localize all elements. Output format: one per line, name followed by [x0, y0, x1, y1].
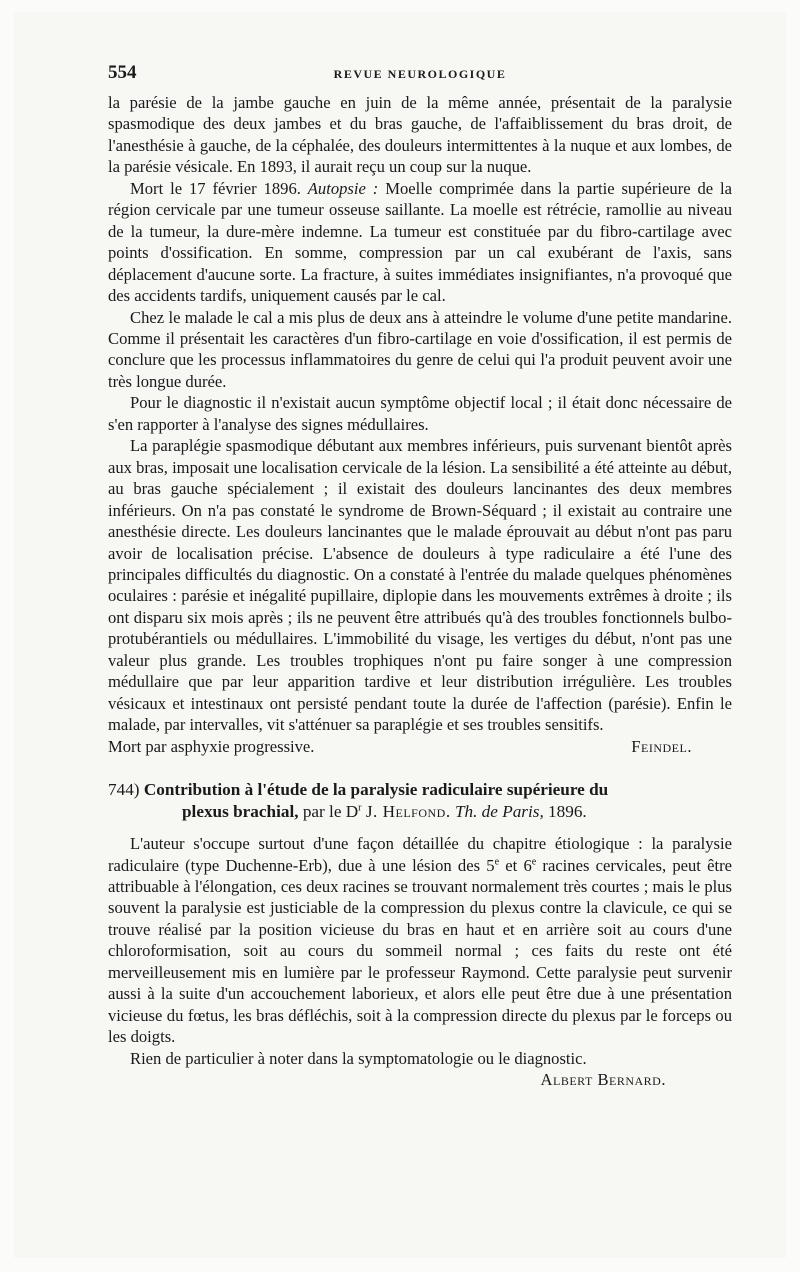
section-gap — [108, 757, 732, 779]
signature-row — [108, 736, 732, 757]
article-2 — [108, 779, 732, 1090]
article-title-line-1: Contribution à l'étude de la paralysie radiculaire supérieure du — [143, 780, 609, 800]
page-number: 554 — [108, 62, 137, 83]
article-title-continued — [108, 801, 732, 823]
paragraph-text: et 6 — [499, 855, 532, 875]
paragraph — [108, 178, 732, 307]
autopsie-label: Autopsie : — [307, 178, 379, 198]
paragraph: Chez le malade le cal a mis plus de deux ans à atteindre le volume d'une petite mandarine. Comme il présentait les caractères d'un fibro-cartilage en voie d'ossification, il est permis de conclure que les processus inflammatoires du genre de celui qui l'a produit peuvent avoir une très longue durée. — [108, 307, 732, 391]
article-title-line-2: plexus brachial, — [182, 802, 299, 822]
ordinal-sup: e — [494, 855, 500, 867]
signature-text: Albert Bernard. — [540, 1070, 666, 1090]
article-title — [108, 779, 732, 801]
article-1 — [108, 92, 732, 757]
journal-name: Th. de Paris, — [454, 802, 544, 822]
page-header — [108, 62, 732, 86]
paragraph-text: Mort le 17 février 1896. — [130, 178, 301, 198]
paragraph-text: L'auteur s'occupe surtout d'une façon détaillée du chapitre étiologique : la paralysie radiculaire (type Duchenne-Erb), due à une lésion des 5 — [108, 834, 732, 875]
page-body — [108, 92, 732, 1090]
by-label: par le D — [302, 802, 359, 822]
ordinal-sup: e — [531, 855, 537, 867]
article-number: 744) — [108, 780, 140, 800]
author-signature — [108, 1069, 732, 1090]
by-label-sup: r — [358, 802, 362, 814]
publication-year: 1896. — [548, 802, 587, 822]
paragraph: Pour le diagnostic il n'existait aucun symptôme objectif local ; il était donc nécessaire de s'en rapporter à l'analyse des signes médullaires. — [108, 393, 732, 434]
article-author: J. Helfond. — [365, 802, 451, 822]
running-title: REVUE NEUROLOGIQUE — [333, 67, 507, 81]
paragraph: Rien de particulier à noter dans la symptomatologie ou le diagnostic. — [130, 1048, 587, 1068]
paragraph: La paraplégie spasmodique débutant aux membres inférieurs, puis survenant bientôt après aux bras, imposait une localisation cervicale de la lésion. La sensibilité a été atteinte au début, au bras gauche spécialement ; il existait des douleurs lancinantes des deux membres inférieurs. On n'a pas constaté le syndrome de Brown-Séquard ; il existait au contraire une anesthésie directe. Les douleurs lancinantes que le malade éprouvait au début n'ont pas paru avoir de localisation précise. L'absence de douleurs à type radiculaire a été l'une des principales difficultés du diagnostic. On a constaté à l'entrée du malade quelques phénomènes oculaires : parésie et inégalité pupillaire, diplopie dans les mouvements extrêmes à droite ; ils ont disparu six mois après ; ils ne peuvent être attribués qu'à des troubles fonctionnels bulbo-protubérantiels ou médullaires. L'immobilité du visage, les vertiges du début, n'ont pas une valeur plus grande. Les troubles trophiques n'ont pu faire songer à une compression médullaire que par leur apparition tardive et leur distribution irrégulière. Les troubles vésicaux et intestinaux ont persisté pendant toute la durée de l'affection (parésie). Enfin le malade, par intervalles, vit s'atténuer sa paraplégie et ses troubles sensitifs. — [108, 436, 732, 735]
author-signature: Feindel. — [631, 736, 692, 756]
title-gap — [108, 823, 732, 833]
paragraph: la parésie de la jambe gauche en juin de la même année, présentait de la paralysie spasmodique des deux jambes et du bras gauche, de l'affaiblissement du bras droit, de l'anesthésie à gauche, de la céphalée, des douleurs intermittentes à la nuque et aux lombes, de la parésie vésicale. En 1893, il aurait reçu un coup sur la nuque. — [108, 93, 732, 177]
paragraph-text: Moelle comprimée dans la partie supérieure de la région cervicale par une tumeur osseuse saillante. La moelle est rétrécie, ramollie au niveau de la tumeur, la dure-mère indemne. La tumeur est constituée par du fibro-cartilage avec points d'ossification. En somme, compression par un cal exubérant de l'axis, sans déplacement d'aucune sorte. La fracture, à suites immédiates insignifiantes, n'a provoqué que des accidents tardifs, uniquement causés par le cal. — [108, 178, 733, 306]
paragraph-text: racines cervicales, peut être attribuable à l'élongation, ces deux racines se trouvant normalement très courtes ; mais le plus souvent la paralysie est justiciable de la compression du plexus contre la clavicule, ce qui se trouve réalisé par la position vicieuse du bras en haut et en arrière soit au cours d'une chloroformisation, soit au cours du sommeil normal ; ces faits du reste ont été merveilleusement mis en lumière par le professeur Raymond. Cette paralysie peut survenir aussi à la suite d'un accouchement laborieux, et alors elle peut être due à une présentation vicieuse du fœtus, les bras défléchis, soit à la compression directe du plexus par le forceps ou les doigts. — [108, 855, 732, 1047]
paragraph — [108, 833, 732, 1048]
paragraph-last-line: Mort par asphyxie progressive. — [108, 736, 315, 756]
